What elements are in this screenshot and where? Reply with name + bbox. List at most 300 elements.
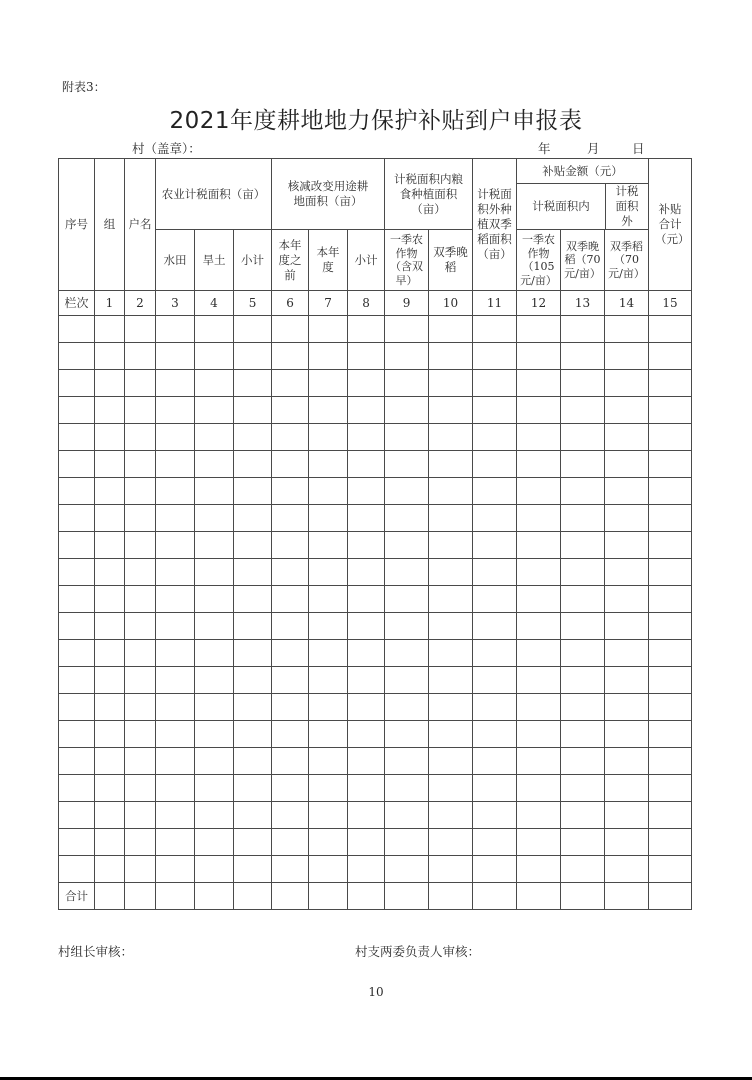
table-cell[interactable] <box>561 505 605 532</box>
table-cell[interactable] <box>59 451 95 478</box>
table-cell[interactable] <box>156 424 195 451</box>
table-cell[interactable] <box>125 343 156 370</box>
table-cell[interactable] <box>195 424 234 451</box>
table-cell[interactable] <box>125 694 156 721</box>
table-cell[interactable] <box>272 424 309 451</box>
table-cell[interactable] <box>95 559 125 586</box>
table-cell[interactable] <box>156 505 195 532</box>
table-cell[interactable] <box>195 343 234 370</box>
table-cell[interactable] <box>649 532 692 559</box>
table-cell[interactable] <box>517 640 561 667</box>
table-cell[interactable] <box>125 802 156 829</box>
table-cell[interactable] <box>385 559 429 586</box>
table-cell[interactable] <box>272 775 309 802</box>
table-cell[interactable] <box>605 802 649 829</box>
table-cell[interactable] <box>649 478 692 505</box>
table-cell[interactable] <box>605 694 649 721</box>
table-cell[interactable] <box>561 802 605 829</box>
table-cell[interactable] <box>561 775 605 802</box>
table-cell[interactable] <box>348 694 385 721</box>
table-cell[interactable] <box>561 640 605 667</box>
table-cell[interactable] <box>649 694 692 721</box>
table-cell[interactable] <box>309 316 348 343</box>
table-cell[interactable] <box>59 640 95 667</box>
table-cell[interactable] <box>59 748 95 775</box>
table-cell[interactable] <box>605 856 649 883</box>
table-cell[interactable] <box>561 559 605 586</box>
table-cell[interactable] <box>649 370 692 397</box>
table-cell[interactable] <box>125 586 156 613</box>
table-cell[interactable] <box>385 856 429 883</box>
table-cell[interactable] <box>517 802 561 829</box>
table-cell[interactable] <box>234 613 272 640</box>
table-cell[interactable] <box>125 748 156 775</box>
table-cell[interactable] <box>561 586 605 613</box>
table-cell[interactable] <box>309 559 348 586</box>
table-cell[interactable] <box>156 451 195 478</box>
table-cell[interactable] <box>517 505 561 532</box>
table-cell[interactable] <box>125 532 156 559</box>
table-cell[interactable] <box>234 694 272 721</box>
table-cell[interactable] <box>59 829 95 856</box>
table-cell[interactable] <box>473 343 517 370</box>
table-cell[interactable] <box>125 721 156 748</box>
table-cell[interactable] <box>517 829 561 856</box>
table-cell[interactable] <box>517 397 561 424</box>
table-cell[interactable] <box>385 586 429 613</box>
table-cell[interactable] <box>517 613 561 640</box>
table-cell[interactable] <box>156 316 195 343</box>
table-cell[interactable] <box>517 721 561 748</box>
table-cell[interactable] <box>517 748 561 775</box>
table-cell[interactable] <box>234 748 272 775</box>
total-cell[interactable] <box>195 883 234 910</box>
total-cell[interactable] <box>649 883 692 910</box>
table-cell[interactable] <box>195 667 234 694</box>
table-cell[interactable] <box>309 829 348 856</box>
table-cell[interactable] <box>272 640 309 667</box>
table-cell[interactable] <box>429 505 473 532</box>
table-cell[interactable] <box>348 748 385 775</box>
table-cell[interactable] <box>385 451 429 478</box>
table-cell[interactable] <box>385 397 429 424</box>
table-cell[interactable] <box>234 478 272 505</box>
table-cell[interactable] <box>649 802 692 829</box>
total-cell[interactable] <box>234 883 272 910</box>
table-cell[interactable] <box>473 667 517 694</box>
table-cell[interactable] <box>309 343 348 370</box>
table-cell[interactable] <box>234 856 272 883</box>
table-cell[interactable] <box>234 424 272 451</box>
table-cell[interactable] <box>195 586 234 613</box>
table-cell[interactable] <box>95 748 125 775</box>
table-cell[interactable] <box>272 694 309 721</box>
table-cell[interactable] <box>156 775 195 802</box>
table-cell[interactable] <box>429 478 473 505</box>
table-cell[interactable] <box>517 694 561 721</box>
table-cell[interactable] <box>473 694 517 721</box>
table-cell[interactable] <box>473 316 517 343</box>
table-cell[interactable] <box>385 667 429 694</box>
table-cell[interactable] <box>429 856 473 883</box>
table-cell[interactable] <box>517 316 561 343</box>
table-cell[interactable] <box>95 451 125 478</box>
table-cell[interactable] <box>605 613 649 640</box>
table-cell[interactable] <box>309 802 348 829</box>
table-cell[interactable] <box>95 640 125 667</box>
table-cell[interactable] <box>195 370 234 397</box>
table-cell[interactable] <box>561 424 605 451</box>
table-cell[interactable] <box>429 802 473 829</box>
table-cell[interactable] <box>473 478 517 505</box>
table-cell[interactable] <box>605 586 649 613</box>
table-cell[interactable] <box>348 586 385 613</box>
table-cell[interactable] <box>517 343 561 370</box>
table-cell[interactable] <box>59 505 95 532</box>
table-cell[interactable] <box>125 775 156 802</box>
total-cell[interactable] <box>156 883 195 910</box>
table-cell[interactable] <box>272 370 309 397</box>
table-cell[interactable] <box>59 424 95 451</box>
table-cell[interactable] <box>385 748 429 775</box>
table-cell[interactable] <box>385 721 429 748</box>
table-cell[interactable] <box>649 667 692 694</box>
table-cell[interactable] <box>348 397 385 424</box>
table-cell[interactable] <box>348 505 385 532</box>
table-cell[interactable] <box>195 640 234 667</box>
table-cell[interactable] <box>125 316 156 343</box>
table-cell[interactable] <box>348 802 385 829</box>
table-cell[interactable] <box>309 478 348 505</box>
table-cell[interactable] <box>517 775 561 802</box>
table-cell[interactable] <box>517 667 561 694</box>
total-cell[interactable] <box>309 883 348 910</box>
table-cell[interactable] <box>348 316 385 343</box>
table-cell[interactable] <box>348 451 385 478</box>
table-cell[interactable] <box>272 505 309 532</box>
table-cell[interactable] <box>605 721 649 748</box>
table-cell[interactable] <box>95 856 125 883</box>
table-cell[interactable] <box>385 532 429 559</box>
table-cell[interactable] <box>195 829 234 856</box>
table-cell[interactable] <box>561 532 605 559</box>
table-cell[interactable] <box>473 829 517 856</box>
total-cell[interactable] <box>429 883 473 910</box>
table-cell[interactable] <box>605 775 649 802</box>
table-cell[interactable] <box>348 667 385 694</box>
table-cell[interactable] <box>234 505 272 532</box>
table-cell[interactable] <box>649 856 692 883</box>
table-cell[interactable] <box>429 640 473 667</box>
table-cell[interactable] <box>429 748 473 775</box>
table-cell[interactable] <box>309 532 348 559</box>
table-cell[interactable] <box>429 775 473 802</box>
table-cell[interactable] <box>429 424 473 451</box>
table-cell[interactable] <box>309 370 348 397</box>
table-cell[interactable] <box>234 586 272 613</box>
table-cell[interactable] <box>272 478 309 505</box>
table-cell[interactable] <box>59 397 95 424</box>
table-cell[interactable] <box>309 775 348 802</box>
table-cell[interactable] <box>385 640 429 667</box>
table-cell[interactable] <box>125 559 156 586</box>
table-cell[interactable] <box>195 613 234 640</box>
table-cell[interactable] <box>348 640 385 667</box>
table-cell[interactable] <box>561 370 605 397</box>
table-cell[interactable] <box>195 694 234 721</box>
table-cell[interactable] <box>59 316 95 343</box>
table-cell[interactable] <box>195 856 234 883</box>
table-cell[interactable] <box>517 424 561 451</box>
table-cell[interactable] <box>385 424 429 451</box>
table-cell[interactable] <box>348 856 385 883</box>
total-cell[interactable] <box>95 883 125 910</box>
table-cell[interactable] <box>429 343 473 370</box>
table-cell[interactable] <box>561 856 605 883</box>
table-cell[interactable] <box>272 667 309 694</box>
table-cell[interactable] <box>429 667 473 694</box>
table-cell[interactable] <box>605 667 649 694</box>
total-cell[interactable] <box>272 883 309 910</box>
table-cell[interactable] <box>605 316 649 343</box>
table-cell[interactable] <box>59 478 95 505</box>
table-cell[interactable] <box>95 316 125 343</box>
table-cell[interactable] <box>195 721 234 748</box>
table-cell[interactable] <box>517 370 561 397</box>
table-cell[interactable] <box>561 721 605 748</box>
table-cell[interactable] <box>385 316 429 343</box>
table-cell[interactable] <box>561 829 605 856</box>
table-cell[interactable] <box>125 829 156 856</box>
table-cell[interactable] <box>517 856 561 883</box>
table-cell[interactable] <box>125 370 156 397</box>
table-cell[interactable] <box>125 397 156 424</box>
table-cell[interactable] <box>309 856 348 883</box>
table-cell[interactable] <box>385 802 429 829</box>
table-cell[interactable] <box>272 721 309 748</box>
table-cell[interactable] <box>385 478 429 505</box>
table-cell[interactable] <box>195 505 234 532</box>
table-cell[interactable] <box>309 694 348 721</box>
table-cell[interactable] <box>59 343 95 370</box>
table-cell[interactable] <box>125 613 156 640</box>
table-cell[interactable] <box>309 721 348 748</box>
table-cell[interactable] <box>429 451 473 478</box>
table-cell[interactable] <box>272 586 309 613</box>
table-cell[interactable] <box>156 748 195 775</box>
table-cell[interactable] <box>234 775 272 802</box>
table-cell[interactable] <box>561 748 605 775</box>
table-cell[interactable] <box>517 586 561 613</box>
table-cell[interactable] <box>649 613 692 640</box>
table-cell[interactable] <box>649 748 692 775</box>
table-cell[interactable] <box>429 586 473 613</box>
table-cell[interactable] <box>385 505 429 532</box>
table-cell[interactable] <box>156 586 195 613</box>
table-cell[interactable] <box>156 640 195 667</box>
table-cell[interactable] <box>195 775 234 802</box>
table-cell[interactable] <box>605 343 649 370</box>
table-cell[interactable] <box>429 721 473 748</box>
table-cell[interactable] <box>95 397 125 424</box>
table-cell[interactable] <box>234 559 272 586</box>
table-cell[interactable] <box>429 613 473 640</box>
table-cell[interactable] <box>156 829 195 856</box>
table-cell[interactable] <box>309 424 348 451</box>
table-cell[interactable] <box>473 748 517 775</box>
table-cell[interactable] <box>348 613 385 640</box>
total-cell[interactable] <box>125 883 156 910</box>
table-cell[interactable] <box>309 613 348 640</box>
table-cell[interactable] <box>348 343 385 370</box>
table-cell[interactable] <box>272 397 309 424</box>
table-cell[interactable] <box>95 613 125 640</box>
table-cell[interactable] <box>309 451 348 478</box>
table-cell[interactable] <box>234 667 272 694</box>
table-cell[interactable] <box>272 532 309 559</box>
table-cell[interactable] <box>272 856 309 883</box>
table-cell[interactable] <box>605 505 649 532</box>
table-cell[interactable] <box>473 559 517 586</box>
table-cell[interactable] <box>272 451 309 478</box>
table-cell[interactable] <box>649 316 692 343</box>
table-cell[interactable] <box>95 721 125 748</box>
table-cell[interactable] <box>348 478 385 505</box>
table-cell[interactable] <box>95 802 125 829</box>
table-cell[interactable] <box>517 532 561 559</box>
table-cell[interactable] <box>385 370 429 397</box>
table-cell[interactable] <box>649 721 692 748</box>
table-cell[interactable] <box>649 559 692 586</box>
table-cell[interactable] <box>309 505 348 532</box>
table-cell[interactable] <box>473 775 517 802</box>
table-cell[interactable] <box>95 532 125 559</box>
table-cell[interactable] <box>59 721 95 748</box>
table-cell[interactable] <box>95 586 125 613</box>
table-cell[interactable] <box>309 397 348 424</box>
table-cell[interactable] <box>385 829 429 856</box>
table-cell[interactable] <box>125 856 156 883</box>
table-cell[interactable] <box>95 829 125 856</box>
table-cell[interactable] <box>234 721 272 748</box>
table-cell[interactable] <box>195 316 234 343</box>
table-cell[interactable] <box>95 694 125 721</box>
table-cell[interactable] <box>59 667 95 694</box>
table-cell[interactable] <box>125 478 156 505</box>
table-cell[interactable] <box>156 613 195 640</box>
table-cell[interactable] <box>605 370 649 397</box>
table-cell[interactable] <box>234 397 272 424</box>
table-cell[interactable] <box>95 424 125 451</box>
table-cell[interactable] <box>517 478 561 505</box>
table-cell[interactable] <box>234 343 272 370</box>
table-cell[interactable] <box>95 370 125 397</box>
table-cell[interactable] <box>272 829 309 856</box>
table-cell[interactable] <box>385 343 429 370</box>
table-cell[interactable] <box>348 559 385 586</box>
table-cell[interactable] <box>348 370 385 397</box>
table-cell[interactable] <box>156 343 195 370</box>
table-cell[interactable] <box>195 451 234 478</box>
table-cell[interactable] <box>59 802 95 829</box>
table-cell[interactable] <box>605 640 649 667</box>
table-cell[interactable] <box>429 829 473 856</box>
table-cell[interactable] <box>272 316 309 343</box>
total-cell[interactable] <box>605 883 649 910</box>
table-cell[interactable] <box>156 694 195 721</box>
table-cell[interactable] <box>234 829 272 856</box>
table-cell[interactable] <box>125 451 156 478</box>
table-cell[interactable] <box>649 397 692 424</box>
table-cell[interactable] <box>348 532 385 559</box>
table-cell[interactable] <box>95 667 125 694</box>
table-cell[interactable] <box>272 559 309 586</box>
table-cell[interactable] <box>156 721 195 748</box>
table-cell[interactable] <box>272 343 309 370</box>
table-cell[interactable] <box>429 559 473 586</box>
table-cell[interactable] <box>125 667 156 694</box>
table-cell[interactable] <box>473 856 517 883</box>
table-cell[interactable] <box>473 586 517 613</box>
table-cell[interactable] <box>649 775 692 802</box>
table-cell[interactable] <box>517 559 561 586</box>
table-cell[interactable] <box>156 478 195 505</box>
table-cell[interactable] <box>429 397 473 424</box>
table-cell[interactable] <box>517 451 561 478</box>
table-cell[interactable] <box>125 640 156 667</box>
table-cell[interactable] <box>605 424 649 451</box>
table-cell[interactable] <box>59 532 95 559</box>
table-cell[interactable] <box>473 424 517 451</box>
table-cell[interactable] <box>59 559 95 586</box>
table-cell[interactable] <box>561 613 605 640</box>
table-cell[interactable] <box>605 478 649 505</box>
table-cell[interactable] <box>234 802 272 829</box>
table-cell[interactable] <box>429 694 473 721</box>
table-cell[interactable] <box>234 451 272 478</box>
table-cell[interactable] <box>59 694 95 721</box>
table-cell[interactable] <box>272 748 309 775</box>
table-cell[interactable] <box>95 505 125 532</box>
table-cell[interactable] <box>385 694 429 721</box>
table-cell[interactable] <box>195 802 234 829</box>
table-cell[interactable] <box>272 802 309 829</box>
table-cell[interactable] <box>561 343 605 370</box>
table-cell[interactable] <box>156 370 195 397</box>
table-cell[interactable] <box>385 613 429 640</box>
table-cell[interactable] <box>473 451 517 478</box>
table-cell[interactable] <box>561 694 605 721</box>
table-cell[interactable] <box>125 505 156 532</box>
table-cell[interactable] <box>156 397 195 424</box>
table-cell[interactable] <box>59 370 95 397</box>
table-cell[interactable] <box>473 640 517 667</box>
table-cell[interactable] <box>473 613 517 640</box>
total-cell[interactable] <box>348 883 385 910</box>
table-cell[interactable] <box>272 613 309 640</box>
table-cell[interactable] <box>649 424 692 451</box>
table-cell[interactable] <box>473 397 517 424</box>
total-cell[interactable] <box>517 883 561 910</box>
table-cell[interactable] <box>561 451 605 478</box>
table-cell[interactable] <box>234 370 272 397</box>
table-cell[interactable] <box>649 586 692 613</box>
table-cell[interactable] <box>649 343 692 370</box>
table-cell[interactable] <box>59 586 95 613</box>
table-cell[interactable] <box>473 505 517 532</box>
table-cell[interactable] <box>95 775 125 802</box>
table-cell[interactable] <box>348 775 385 802</box>
